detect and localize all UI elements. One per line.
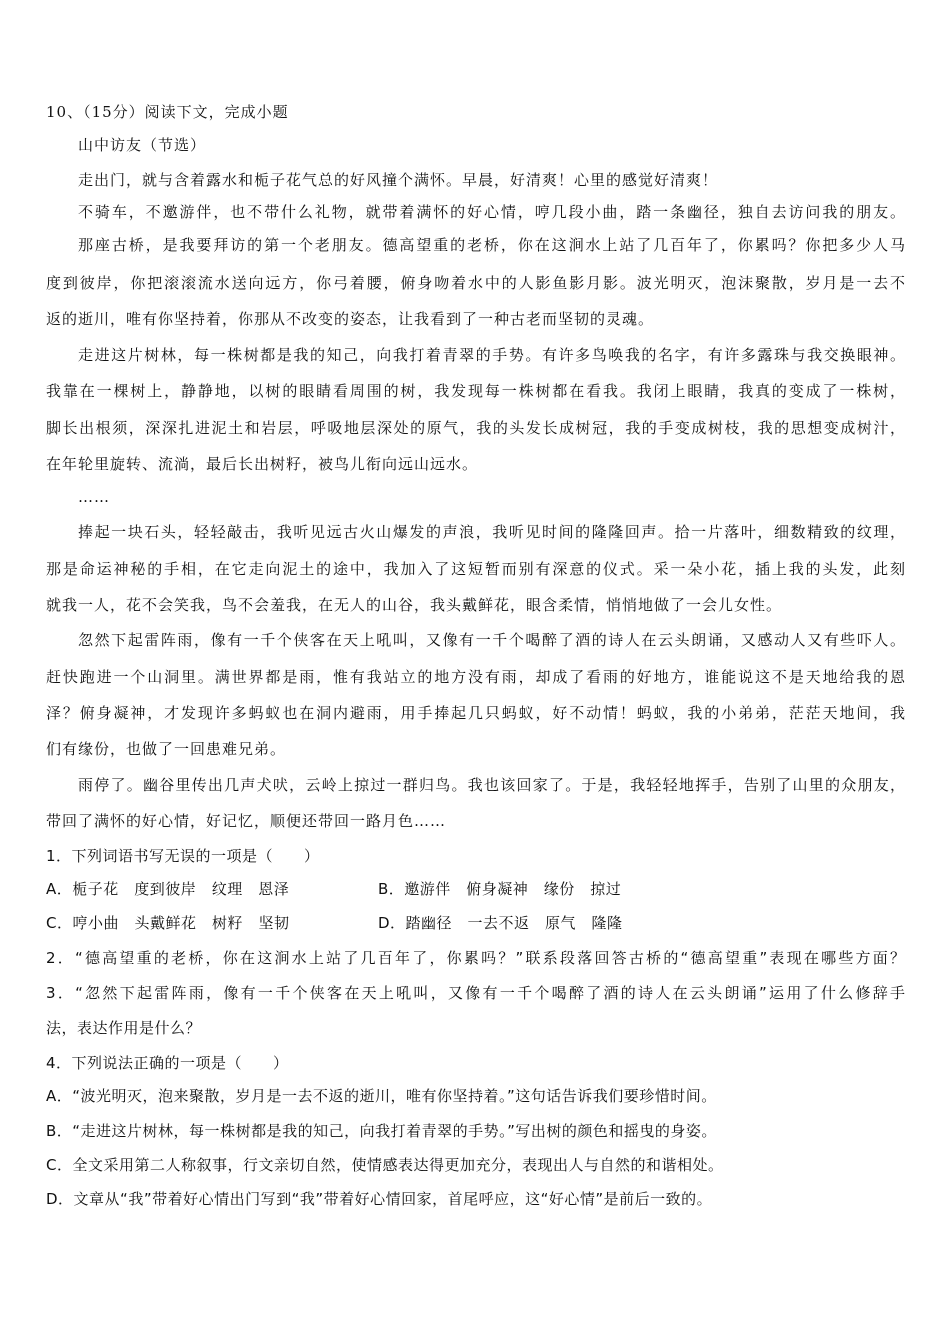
passage-line: 度到彼岸，你把滚滚流水送向远方，你弓着腰，俯身吻着水中的人影鱼影月影。波光明灭，泡沫聚散，岁月是一去不 bbox=[46, 274, 905, 292]
passage-line: 赶快跑进一个山洞里。满世界都是雨，惟有我站立的地方没有雨，却成了看雨的好地方，谁能说这不是天地给我的恩 bbox=[46, 668, 905, 686]
passage-line: 脚长出根须，深深扎进泥土和岩层，呼吸地层深处的原气，我的头发长成树冠，我的手变成树枝，我的思想变成树汁， bbox=[46, 419, 905, 437]
question-line: D．文章从“我”带着好心情出门写到“我”带着好心情回家，首尾呼应，这“好心情”是前后一致的。 bbox=[46, 1190, 713, 1208]
passage-line: 我靠在一棵树上，静静地，以树的眼睛看周围的树，我发现每一株树都在看我。我闭上眼睛，我真的变成了一株树， bbox=[46, 382, 905, 400]
passage-line: 走出门，就与含着露水和栀子花气总的好风撞个满怀。早晨，好清爽！心里的感觉好清爽！ bbox=[78, 171, 719, 189]
passage-line: 泽？俯身凝神，才发现许多蚂蚁也在洞内避雨，用手捧起几只蚂蚁，好不动情！蚂蚁，我的小弟弟，茫茫天地间，我 bbox=[46, 704, 905, 722]
passage-line: 不骑车，不邀游伴，也不带什么礼物，就带着满怀的好心情，哼几段小曲，踏一条幽径，独自去访问我的朋友。 bbox=[78, 203, 905, 221]
passage-line: 就我一人，花不会笑我，鸟不会羞我，在无人的山谷，我头戴鲜花，眼含柔情，悄悄地做了一会儿女性。 bbox=[46, 596, 783, 614]
passage-line: 们有缘份，也做了一回患难兄弟。 bbox=[46, 740, 287, 758]
passage-line: 捧起一块石头，轻轻敲击，我听见远古火山爆发的声浪，我听见时间的隆隆回声。拾一片落叶，细数精致的纹理， bbox=[78, 523, 905, 541]
passage-line: 走进这片树林，每一株树都是我的知己，向我打着青翠的手势。有许多鸟唤我的名字，有许多露珠与我交换眼神。 bbox=[78, 346, 905, 364]
passage-line: 带回了满怀的好心情，好记忆，顺便还带回一路月色…… bbox=[46, 812, 447, 830]
passage-line: 那是命运神秘的手相，在它走向泥土的途中，我加入了这短暂而别有深意的仪式。采一朵小花，插上我的头发，此刻 bbox=[46, 560, 905, 578]
question-line: 4．下列说法正确的一项是（ ） bbox=[46, 1054, 289, 1072]
question-line: 1．下列词语书写无误的一项是（ ） bbox=[46, 847, 320, 865]
question-line: B．“走进这片树林，每一株树都是我的知己，向我打着青翠的手势。”写出树的颜色和摇曳的身姿。 bbox=[46, 1122, 717, 1140]
question-line: C．哼小曲 头戴鲜花 树籽 坚韧 bbox=[46, 914, 290, 932]
question-line: B．邀游伴 俯身凝神 缘份 掠过 bbox=[378, 880, 622, 898]
passage-line: 返的逝川，唯有你坚持着，你那从不改变的姿态，让我看到了一种古老而坚韧的灵魂。 bbox=[46, 310, 655, 328]
passage-title: 山中访友（节选） bbox=[78, 136, 207, 154]
passage-line: …… bbox=[78, 488, 110, 506]
passage-line: 雨停了。幽谷里传出几声犬吠，云岭上掠过一群归鸟。我也该回家了。于是，我轻轻地挥手，告别了山里的众朋友， bbox=[78, 776, 905, 794]
passage-line: 那座古桥，是我要拜访的第一个老朋友。德高望重的老桥，你在这涧水上站了几百年了，你累吗？你把多少人马 bbox=[78, 236, 905, 254]
question-line: 法，表达作用是什么？ bbox=[46, 1019, 202, 1037]
passage-line: 忽然下起雷阵雨，像有一千个侠客在天上吼叫，又像有一千个喝醉了酒的诗人在云头朗诵，又感动人又有些吓人。 bbox=[78, 631, 905, 649]
question-line: D．踏幽径 一去不返 原气 隆隆 bbox=[378, 914, 623, 932]
question-header: 10、（15分）阅读下文，完成小题 bbox=[46, 103, 289, 121]
question-line: 2．“德高望重的老桥，你在这涧水上站了几百年了，你累吗？”联系段落回答古桥的“德高望重”表现在哪些方面？ bbox=[46, 949, 905, 967]
question-line: A．栀子花 度到彼岸 纹理 恩泽 bbox=[46, 880, 290, 898]
question-line: C．全文采用第二人称叙事，行文亲切自然，使情感表达得更加充分，表现出人与自然的和谐相处。 bbox=[46, 1156, 724, 1174]
question-line: A．“波光明灭，泡来聚散，岁月是一去不返的逝川，唯有你坚持着。”这句话告诉我们要珍惜时间。 bbox=[46, 1087, 717, 1105]
question-line: 3．“忽然下起雷阵雨，像有一千个侠客在天上吼叫，又像有一千个喝醉了酒的诗人在云头朗诵”运用了什么修辞手 bbox=[46, 984, 905, 1002]
passage-line: 在年轮里旋转、流淌，最后长出树籽，被鸟儿衔向远山远水。 bbox=[46, 455, 479, 473]
